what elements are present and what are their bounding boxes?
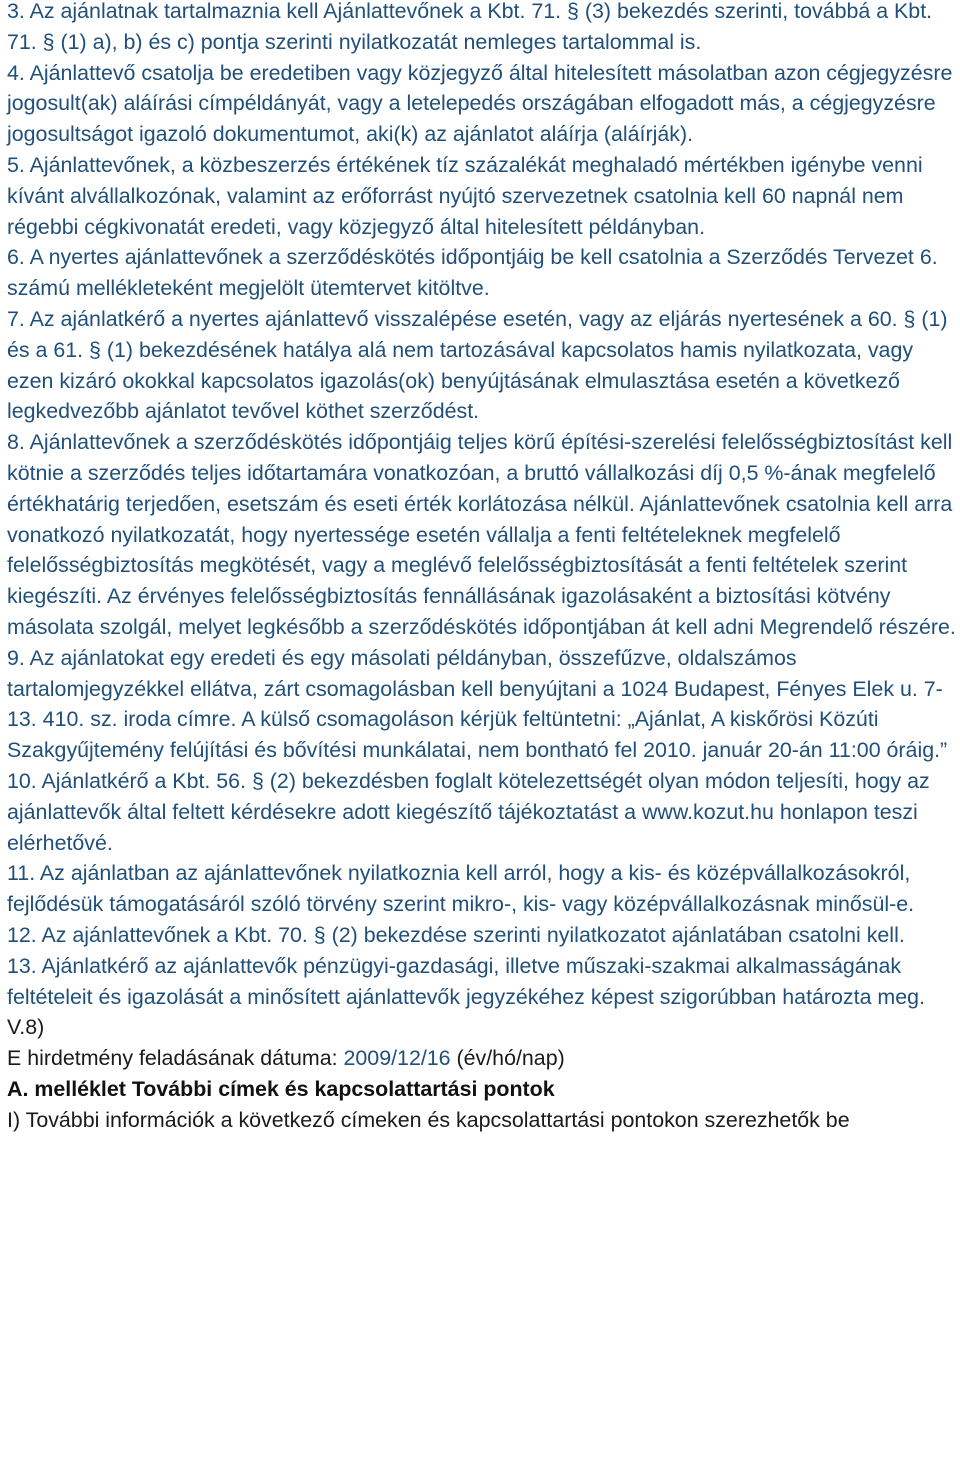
paragraph-3: 3. Az ajánlatnak tartalmaznia kell Ajánlattevőnek a Kbt. 71. § (3) bekezdés szerinti, továbbá a Kbt. 71. § (1) a), b) és c) pontja szerinti nyilatkozatát nemleges tartalommal is. <box>7 0 933 54</box>
paragraph-7: 7. Az ajánlatkérő a nyertes ajánlattevő visszalépése esetén, vagy az eljárás nyertesének a 60. § (1) és a 61. § (1) bekezdésének hatálya alá nem tartozásával kapcsolatos hamis nyilatkozata, vagy ezen kizáró okokkal kapcsolatos igazolás(ok) benyújtásának elmulasztása esetén a következő legkedvezőbb ajánlatot tevővel köthet szerződést. <box>7 306 948 424</box>
paragraph-9: 9. Az ajánlatokat egy eredeti és egy másolati példányban, összefűzve, oldalszámos tartalomjegyzékkel ellátva, zárt csomagolásban kell benyújtani a 1024 Budapest, Fényes Elek u. 7-13. 410. sz. iroda címre. A külső csomagoláson kérjük feltüntetni: „Ajánlat, A kiskőrösi Közúti Szakgyűjtemény felújítási és bővítési munkálatai, nem bontható fel 2010. január 20-án 11:00 óráig.” <box>7 645 948 763</box>
paragraph-10: 10. Ajánlatkérő a Kbt. 56. § (2) bekezdésben foglalt kötelezettségét olyan módon teljesíti, hogy az ajánlattevők által feltett kérdésekre adott kiegészítő tájékoztatást a www.kozut.hu honlapon teszi elérhetővé. <box>7 768 930 855</box>
paragraph-11: 11. Az ajánlatban az ajánlattevőnek nyilatkoznia kell arról, hogy a kis- és középvállalkozásokról, fejlődésük támogatásáról szóló törvény szerint mikro-, kis- vagy középvállalkozásnak minősül-e. <box>7 861 915 917</box>
paragraph-6: 6. A nyertes ajánlattevőnek a szerződéskötés időpontjáig be kell csatolnia a Szerződés Tervezet 6. számú mellékleteként megjelölt ütemtervet kitöltve. <box>7 245 938 301</box>
date-format: (év/hó/nap) <box>450 1046 565 1071</box>
document-page <box>7 0 957 1135</box>
paragraph-5: 5. Ajánlattevőnek, a közbeszerzés értékének tíz százalékát meghaladó mértékben igénybe venni kívánt alvállalkozónak, valamint az erőforrást nyújtó szervezetnek csatolnia kell 60 napnál nem régebbi cégkivonatát eredeti, vagy közjegyző által hitelesített példányban. <box>7 152 923 239</box>
paragraph-12: 12. Az ajánlattevőnek a Kbt. 70. § (2) bekezdése szerinti nyilatkozatot ajánlatában csatolni kell. <box>7 922 905 947</box>
date-label: E hirdetmény feladásának dátuma: <box>7 1046 344 1071</box>
date-line <box>7 1043 957 1074</box>
annex-title: A. melléklet További címek és kapcsolattartási pontok <box>7 1076 555 1101</box>
section-label: V.8) <box>7 1015 45 1040</box>
subsection-heading: I) További információk a következő címeken és kapcsolattartási pontokon szerezhetők be <box>7 1107 850 1132</box>
paragraph-4: 4. Ajánlattevő csatolja be eredetiben vagy közjegyző által hitelesített másolatban azon cégjegyzésre jogosult(ak) aláírási címpéldányát, vagy a letelepedés országában elfogadott más, a cégjegyzésre jogosultságot igazoló dokumentumot, aki(k) az ajánlatot aláírja (aláírják). <box>7 60 953 147</box>
paragraph-13: 13. Ajánlatkérő az ajánlattevők pénzügyi-gazdasági, illetve műszaki-szakmai alkalmasságának feltételeit és igazolását a minősített ajánlattevők jegyzékéhez képest szigorúbban határozta meg. <box>7 953 925 1009</box>
date-value: 2009/12/16 <box>343 1046 451 1071</box>
paragraph-8: 8. Ajánlattevőnek a szerződéskötés időpontjáig teljes körű építési-szerelési felelősségbiztosítást kell kötnie a szerződés teljes időtartamára vonatkozóan, a bruttó vállalkozási díj 0,5 %-ának megfelelő értékhatárig terjedően, esetszám és eseti érték korlátozása nélkül. Ajánlattevőnek csatolnia kell arra vonatkozó nyilatkozatát, hogy nyertessége esetén vállalja a fenti feltételeknek megfelelő felelősségbiztosítás megkötését, vagy a meglévő felelősségbiztosítását a fenti feltételek szerint kiegészíti. Az érvényes felelősségbiztosítás fennállásának igazolásaként a biztosítási kötvény másolata szolgál, melyet legkésőbb a szerződéskötés időpontjában át kell adni Megrendelő részére. <box>7 430 956 639</box>
